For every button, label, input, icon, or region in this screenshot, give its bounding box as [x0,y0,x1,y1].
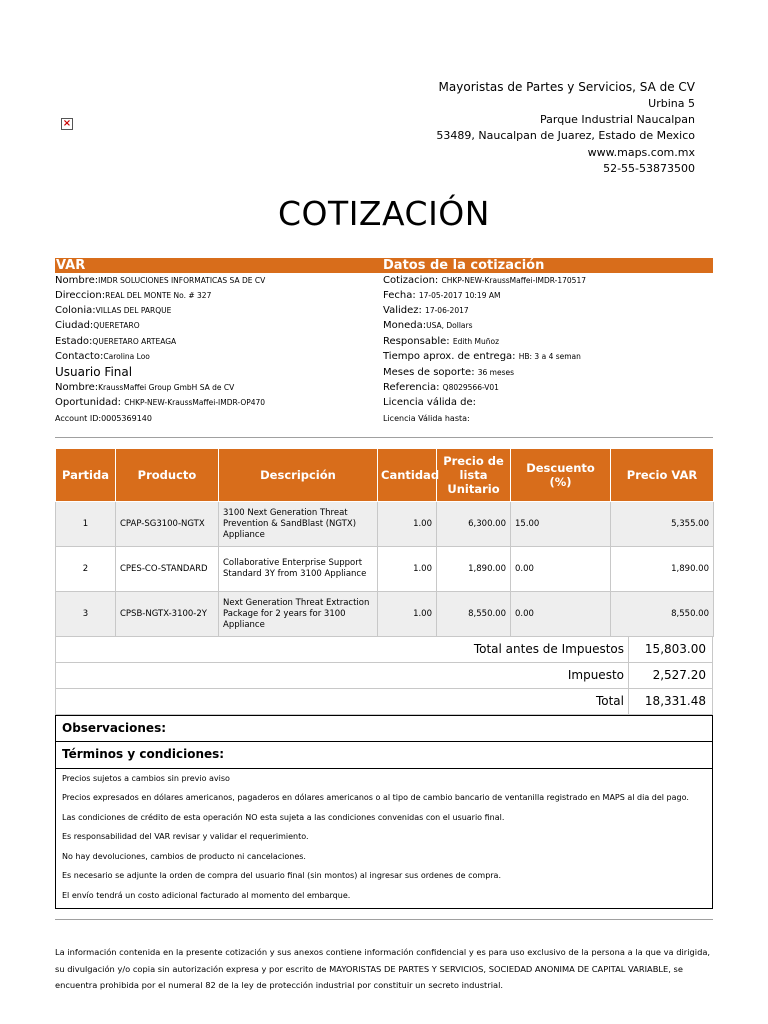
observaciones-label: Observaciones: [62,721,167,735]
var-field-direccion: Direccion:REAL DEL MONTE No. # 327 [55,290,212,301]
cell-partida: 1 [56,502,116,547]
terminos-label: Términos y condiciones: [62,747,225,761]
table-row [56,502,714,547]
cell-precio-lista: 8,550.00 [437,592,511,637]
quote-field-fecha: Fecha: 17-05-2017 10:19 AM [383,290,501,301]
var-field-contacto: Contacto:Carolina Loo [55,351,150,362]
col-header-precio-var: Precio VAR [611,449,714,502]
cell-cantidad: 1.00 [378,547,437,592]
col-header-producto: Producto [116,449,219,502]
list-item: No hay devoluciones, cambios de producto ni cancelaciones. [62,852,306,861]
list-item: Es necesario se adjunte la orden de compra del usuario final (sin montos) al ingresar sus ordenes de compra. [62,871,502,880]
table-row [56,547,714,592]
company-phone: 52-55-53873500 [603,161,695,175]
footer-divider [55,919,713,920]
confidentiality-disclaimer: La información contenida en la presente cotización y sus anexos contiene información confidencial y es para uso exclusivo de la persona a la que va dirigida, su divulgación y/o copia sin autorización expresa y por escrito de MAYORISTAS DE PARTES Y SERVICIOS, SOCIEDAD ANONIMA DE CAPITAL VARIABLE, se encuentra prohibida por el numeral 82 de la ley de protección industrial por constituir un secreto industrial. [55,947,711,990]
cell-descripcion: 3100 Next Generation Threat Prevention & SandBlast (NGTX) Appliance [219,502,378,547]
total-before-tax-row [55,637,713,663]
tax-label: Impuesto [567,668,624,682]
quote-field-cotizacion: Cotizacion: CHKP-NEW-KraussMaffei-IMDR-170517 [383,275,587,286]
col-header-descuento: Descuento (%) [511,449,611,502]
cell-precio-lista: 1,890.00 [437,547,511,592]
products-table [55,448,713,637]
grand-total-row [55,689,713,715]
cell-descuento: 0.00 [511,547,611,592]
quote-field-moneda: Moneda:USA, Dollars [383,320,473,331]
quote-field-responsable: Responsable: Edith Muñoz [383,336,500,347]
cell-descuento: 15.00 [511,502,611,547]
quote-field-licencia-de: Licencia válida de: [383,397,477,408]
totals-separator [628,637,629,662]
table-header-row [56,449,714,502]
totals-separator [628,663,629,688]
cell-precio-var: 8,550.00 [611,592,714,637]
observaciones-box [55,715,713,742]
end-user-heading: Usuario Final [55,365,133,379]
document-title: COTIZACIÓN [278,194,490,233]
list-item: Las condiciones de crédito de esta operación NO esta sujeta a las condiciones convenidas con el usuario final. [62,813,505,822]
company-website[interactable]: www.maps.com.mx [587,145,695,159]
var-header-bar [55,258,381,273]
section-divider [55,437,713,438]
tax-value: 2,527.20 [652,668,706,682]
cell-producto: CPAP-SG3100-NGTX [116,502,219,547]
grand-total-value: 18,331.48 [644,694,706,708]
cell-descuento: 0.00 [511,592,611,637]
cell-descripcion: Collaborative Enterprise Support Standard 3Y from 3100 Appliance [219,547,378,592]
total-before-tax-value: 15,803.00 [644,642,706,656]
list-item: Es responsabilidad del VAR revisar y validar el requerimiento. [62,832,309,841]
cell-producto: CPSB-NGTX-3100-2Y [116,592,219,637]
cell-partida: 2 [56,547,116,592]
quote-field-soporte: Meses de soporte: 36 meses [383,367,515,378]
var-field-colonia: Colonia:VILLAS DEL PARQUE [55,305,172,316]
total-before-tax-label: Total antes de Impuestos [473,642,624,656]
col-header-cantidad: Cantidad [378,449,437,502]
broken-image-icon: × [62,118,72,129]
tax-row [55,663,713,689]
terms-list [55,768,713,909]
quote-field-entrega: Tiempo aprox. de entrega: HB: 3 a 4 seman [383,351,581,362]
list-item: Precios sujetos a cambios sin previo aviso [62,774,230,783]
cell-descripcion: Next Generation Threat Extraction Package for 2 years for 3100 Appliance [219,592,378,637]
end-user-nombre: Nombre:KraussMaffei Group GmbH SA de CV [55,382,235,393]
cell-precio-var: 5,355.00 [611,502,714,547]
list-item: El envío tendrá un costo adicional facturado al momento del embarque. [62,891,351,900]
col-header-precio-lista: Precio de lista Unitario [437,449,511,502]
company-name: Mayoristas de Partes y Servicios, SA de CV [438,80,695,94]
company-info [436,78,695,177]
grand-total-label: Total [595,694,624,708]
cell-cantidad: 1.00 [378,592,437,637]
company-area: Parque Industrial Naucalpan [540,113,695,127]
quote-field-referencia: Referencia: Q8029566-V01 [383,382,499,393]
cell-producto: CPES-CO-STANDARD [116,547,219,592]
col-header-descripcion: Descripción [219,449,378,502]
quote-field-licencia-hasta: Licencia Válida hasta: [383,414,470,423]
cell-precio-var: 1,890.00 [611,547,714,592]
quote-heading: Datos de la cotización [383,258,545,273]
end-user-oportunidad: Oportunidad: CHKP-NEW-KraussMaffei-IMDR-OP470 [55,397,266,408]
table-row [56,592,714,637]
var-field-nombre: Nombre:IMDR SOLUCIONES INFORMATICAS SA DE CV [55,275,266,286]
quote-field-validez: Validez: 17-06-2017 [383,305,469,316]
var-field-ciudad: Ciudad:QUERETARO [55,320,140,331]
cell-cantidad: 1.00 [378,502,437,547]
terminos-box [55,742,713,769]
col-header-partida: Partida [56,449,116,502]
cell-partida: 3 [56,592,116,637]
account-id: Account ID:0005369140 [55,414,152,423]
totals-separator [628,689,629,714]
list-item: Precios expresados en dólares americanos, pagaderos en dólares americanos o al tipo de cambio bancario de ventanilla registrado en MAPS al dia del pago. [62,793,689,802]
cell-precio-lista: 6,300.00 [437,502,511,547]
var-heading: VAR [56,258,86,273]
company-street: Urbina 5 [648,97,695,110]
var-field-estado: Estado:QUERETARO ARTEAGA [55,336,177,347]
company-city: 53489, Naucalpan de Juarez, Estado de Mexico [436,129,695,143]
